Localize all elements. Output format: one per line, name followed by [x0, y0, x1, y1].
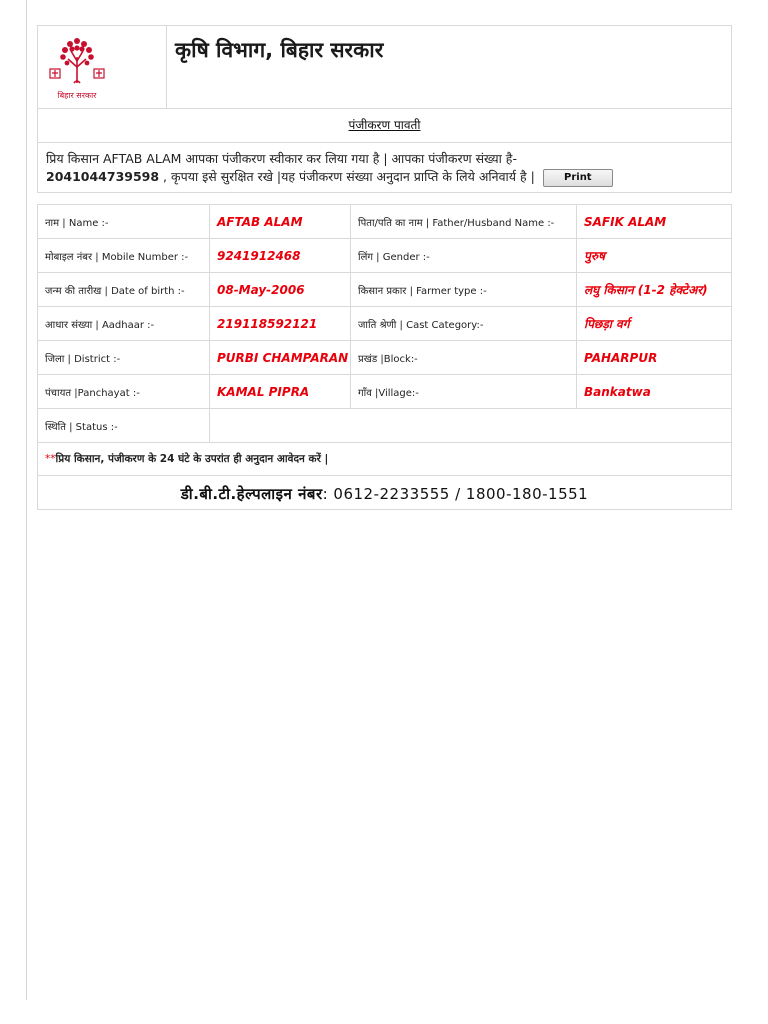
- mobile-value: 9241912468: [210, 239, 351, 273]
- table-row: [38, 375, 731, 409]
- logo-text: बिहार सरकार: [57, 91, 97, 100]
- receipt-title: पंजीकरण पावती: [38, 109, 731, 143]
- dob-value: 08-May-2006: [210, 273, 351, 307]
- table-row: [38, 273, 731, 307]
- table-row: [38, 341, 731, 375]
- aadhaar-label: आधार संख्या | Aadhaar :-: [38, 307, 210, 341]
- registration-message: [38, 143, 731, 187]
- father-name-label: पिता/पति का नाम | Father/Husband Name :-: [351, 205, 577, 239]
- registration-number: 2041044739598: [46, 169, 160, 184]
- farmer-type-value: लघु किसान (1-2 हेक्टेअर): [577, 273, 732, 307]
- subsidy-note: [38, 443, 731, 476]
- village-label: गाँव |Village:-: [351, 375, 577, 409]
- note-stars: **: [45, 453, 56, 465]
- department-title: कृषि विभाग, बिहार सरकार: [175, 38, 384, 62]
- helpline-label: डी.बी.टी.हेल्पलाइन नंबर: [180, 485, 323, 503]
- table-row: [38, 239, 731, 273]
- message-line1: प्रिय किसान AFTAB ALAM आपका पंजीकरण स्वीकार कर लिया गया है | आपका पंजीकरण संख्या है-: [46, 151, 517, 166]
- village-value: Bankatwa: [577, 375, 732, 409]
- table-row: [38, 307, 731, 341]
- farmer-details-panel: [37, 204, 732, 510]
- panchayat-value: KAMAL PIPRA: [210, 375, 351, 409]
- message-line2: , कृपया इसे सुरक्षित रखे |यह पंजीकरण संख्या अनुदान प्राप्ति के लिये अनिवार्य है |: [159, 169, 535, 184]
- mobile-label: मोबाइल नंबर | Mobile Number :-: [38, 239, 210, 273]
- dbt-helpline: [38, 476, 731, 513]
- block-label: प्रखंड |Block:-: [351, 341, 577, 375]
- aadhaar-value: 219118592121: [210, 307, 351, 341]
- farmer-type-label: किसान प्रकार | Farmer type :-: [351, 273, 577, 307]
- block-value: PAHARPUR: [577, 341, 732, 375]
- table-row: [38, 409, 731, 443]
- farmer-details-table: [38, 205, 731, 443]
- caste-category-value: पिछड़ा वर्ग: [577, 307, 732, 341]
- gender-label: लिंग | Gender :-: [351, 239, 577, 273]
- page-left-rule: [26, 0, 27, 1000]
- bihar-emblem-logo: [46, 33, 108, 89]
- print-button[interactable]: Print: [543, 169, 613, 187]
- registration-receipt-header: [37, 25, 732, 193]
- status-value: [210, 409, 732, 443]
- logo-cell: [38, 26, 167, 108]
- name-value: AFTAB ALAM: [210, 205, 351, 239]
- caste-category-label: जाति श्रेणी | Cast Category:-: [351, 307, 577, 341]
- header-row: [38, 26, 731, 109]
- dob-label: जन्म की तारीख | Date of birth :-: [38, 273, 210, 307]
- father-name-value: SAFIK ALAM: [577, 205, 732, 239]
- status-label: स्थिति | Status :-: [38, 409, 210, 443]
- district-label: जिला | District :-: [38, 341, 210, 375]
- name-label: नाम | Name :-: [38, 205, 210, 239]
- helpline-numbers: : 0612-2233555 / 1800-180-1551: [322, 485, 589, 503]
- gender-value: पुरुष: [577, 239, 732, 273]
- panchayat-label: पंचायत |Panchayat :-: [38, 375, 210, 409]
- note-text: प्रिय किसान, पंजीकरण के 24 घंटे के उपरांत ही अनुदान आवेदन करें |: [55, 453, 329, 465]
- table-row: [38, 205, 731, 239]
- district-value: PURBI CHAMPARAN: [210, 341, 351, 375]
